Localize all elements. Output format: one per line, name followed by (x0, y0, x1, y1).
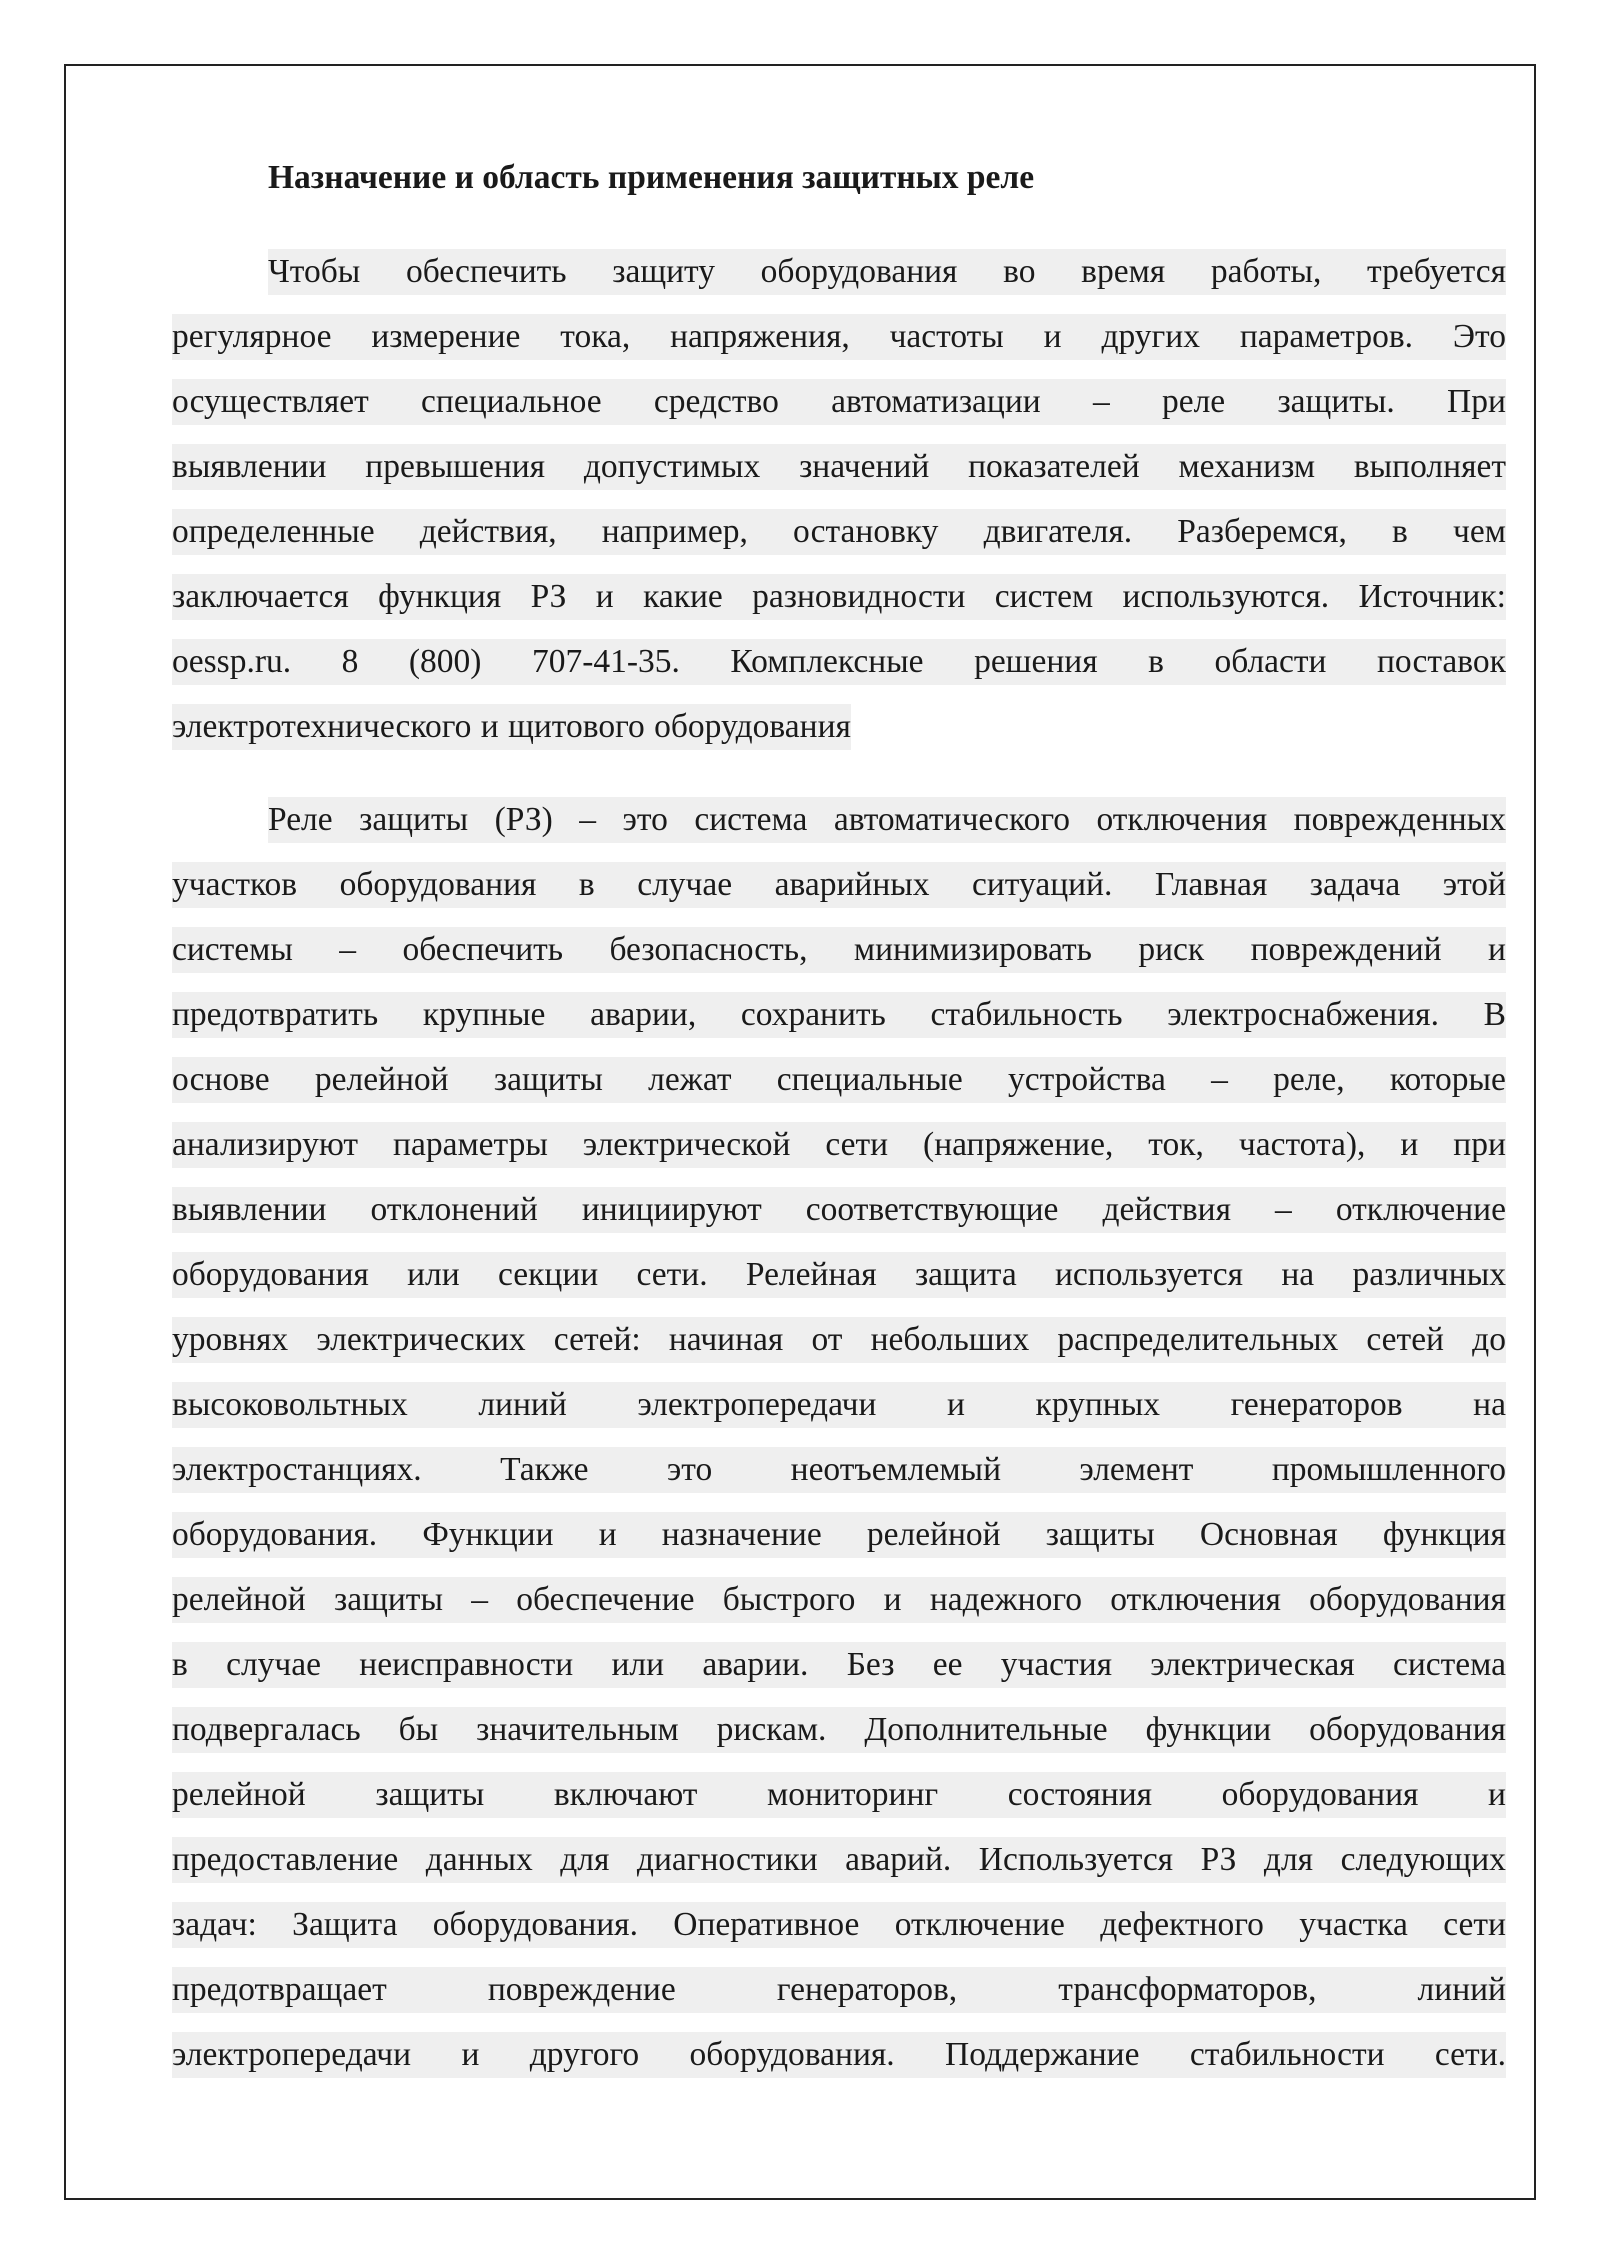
word: оборудования (1309, 1581, 1506, 1618)
word: РЗ (1200, 1841, 1237, 1878)
word: (напряжение, (923, 1126, 1114, 1163)
word: выявлении (172, 1191, 327, 1228)
word: или (611, 1646, 665, 1683)
word: стабильности (1189, 2036, 1385, 2073)
word: электроснабжения. (1167, 996, 1439, 1033)
text-line (172, 1438, 1506, 1503)
word: и (1043, 318, 1062, 355)
word: предотвращает (172, 1971, 387, 2008)
line-highlight (172, 314, 1506, 360)
word: области (1214, 643, 1327, 680)
word: специальные (776, 1061, 963, 1098)
word: щитового (508, 708, 645, 745)
word: оборудования (339, 866, 537, 903)
word: риск (1138, 931, 1205, 968)
line-highlight (172, 509, 1506, 555)
word: в (172, 1646, 188, 1683)
word: защиты. (1277, 383, 1395, 420)
word: ток, (1148, 1126, 1204, 1163)
word: функция (378, 578, 502, 615)
word: Главная (1154, 866, 1268, 903)
line-highlight (172, 1382, 1506, 1428)
word: – (339, 931, 357, 968)
word: допустимых (583, 448, 761, 485)
word: сети (1443, 1906, 1506, 1943)
word: высоковольтных (172, 1386, 408, 1423)
word: быстрого (722, 1581, 856, 1618)
word: система (694, 801, 808, 838)
word: защиты (1045, 1516, 1155, 1553)
word: в (1148, 643, 1164, 680)
line-highlight (172, 2032, 1506, 2078)
word: действия (1102, 1191, 1231, 1228)
word: распределительных (1057, 1321, 1339, 1358)
word: задача (1309, 866, 1401, 903)
word: Дополнительные (864, 1711, 1108, 1748)
word: параметров. (1239, 318, 1414, 355)
word: безопасность, (609, 931, 808, 968)
word: механизм (1178, 448, 1316, 485)
word: линий (1417, 1971, 1506, 2008)
line-highlight (172, 1252, 1506, 1298)
word: крупных (1035, 1386, 1160, 1423)
word: Это (1452, 318, 1506, 355)
word: РЗ (530, 578, 567, 615)
line-highlight (172, 1057, 1506, 1103)
word: заключается (172, 578, 349, 615)
word: электропередачи (637, 1386, 877, 1423)
line-highlight (172, 1187, 1506, 1233)
word: работы, (1210, 253, 1322, 290)
word: действия, (419, 513, 557, 550)
word: минимизировать (853, 931, 1092, 968)
word: Поддержание (945, 2036, 1140, 2073)
line-highlight (172, 862, 1506, 908)
word: оборудования (654, 708, 851, 745)
word: и (1487, 931, 1506, 968)
word: аварий. (845, 1841, 952, 1878)
word: оборудования (1309, 1711, 1506, 1748)
word: надежного (929, 1581, 1083, 1618)
word: время (1081, 253, 1166, 290)
word: на (1281, 1256, 1315, 1293)
word: Оперативное (673, 1906, 860, 1943)
word: генераторов, (776, 1971, 958, 2008)
text-line (172, 1828, 1506, 1893)
word: стабильность (930, 996, 1123, 1033)
word: инициируют (581, 1191, 762, 1228)
word: решения (974, 643, 1098, 680)
word: и (1488, 1776, 1506, 1813)
word: подвергалась (172, 1711, 361, 1748)
word: и (947, 1386, 965, 1423)
word: система (1392, 1646, 1506, 1683)
text-line (172, 1503, 1506, 1568)
word: сети (825, 1126, 889, 1163)
line-highlight (172, 1707, 1506, 1753)
word: различных (1352, 1256, 1506, 1293)
word: Реле (268, 801, 333, 838)
text-line (172, 2023, 1506, 2088)
text-line (172, 240, 1506, 305)
word: Разберемся, (1177, 513, 1347, 550)
text-line (172, 565, 1506, 630)
line-highlight (172, 992, 1506, 1038)
word: сетей (1366, 1321, 1444, 1358)
line-highlight (268, 797, 1506, 843)
word: выявлении (172, 448, 327, 485)
line-highlight (172, 1577, 1506, 1623)
word: или (407, 1256, 460, 1293)
word: оборудования (1221, 1776, 1419, 1813)
word: oessp.ru. (172, 643, 292, 680)
word: Основная (1199, 1516, 1338, 1553)
text-line (172, 1178, 1506, 1243)
line-highlight (172, 1772, 1506, 1818)
text-line (172, 1568, 1506, 1633)
word: Без (846, 1646, 895, 1683)
word: рискам. (716, 1711, 827, 1748)
word: предотвратить (172, 996, 379, 1033)
line-highlight (172, 1447, 1506, 1493)
word: двигателя. (983, 513, 1133, 550)
word: измерение (371, 318, 521, 355)
word: сети. (1434, 2036, 1506, 2073)
word: предоставление (172, 1841, 399, 1878)
word: ситуаций. (972, 866, 1113, 903)
word: релейной (314, 1061, 449, 1098)
word: аварии, (590, 996, 697, 1033)
word: защиту (612, 253, 715, 290)
word: анализируют (172, 1126, 359, 1163)
word: сети. (636, 1256, 708, 1293)
word: 8 (341, 643, 359, 680)
word: следующих (1340, 1841, 1506, 1878)
word: участия (1000, 1646, 1113, 1683)
word: защиты (359, 801, 469, 838)
word: (800) (408, 643, 482, 680)
word: линий (478, 1386, 567, 1423)
word: случае (226, 1646, 322, 1683)
word: защиты (493, 1061, 603, 1098)
text-line (172, 435, 1506, 500)
text-line (172, 1113, 1506, 1178)
word: регулярное (172, 318, 332, 355)
paragraph (172, 240, 1506, 760)
text-line (172, 788, 1506, 853)
word: Также (500, 1451, 589, 1488)
word: это (622, 801, 668, 838)
word: диагностики (636, 1841, 818, 1878)
word: другого (529, 2036, 640, 2073)
word: функции (1145, 1711, 1272, 1748)
word: этой (1442, 866, 1506, 903)
word: дефектного (1100, 1906, 1264, 1943)
line-highlight (172, 379, 1506, 425)
line-highlight (172, 1512, 1506, 1558)
text-line (172, 1633, 1506, 1698)
word: начиная (668, 1321, 784, 1358)
word: 707-41-35. (531, 643, 680, 680)
word: аварийных (774, 866, 930, 903)
word: небольших (870, 1321, 1030, 1358)
word: трансформаторов, (1058, 1971, 1317, 2008)
document-body (172, 150, 1506, 2116)
word: и (883, 1581, 902, 1618)
word: для (560, 1841, 610, 1878)
text-line (172, 853, 1506, 918)
word: поставок (1376, 643, 1506, 680)
word: отключение (1335, 1191, 1506, 1228)
word: Защита (292, 1906, 398, 1943)
line-highlight (268, 249, 1506, 295)
word: во (1003, 253, 1036, 290)
word: чем (1453, 513, 1506, 550)
word: обеспечить (405, 253, 567, 290)
word: неисправности (359, 1646, 574, 1683)
word: неотъемлемый (790, 1451, 1001, 1488)
word: Комплексные (730, 643, 924, 680)
word: оборудования. (172, 1516, 378, 1553)
word: используется (1055, 1256, 1244, 1293)
word: секции (497, 1256, 599, 1293)
word: электростанциях. (172, 1451, 422, 1488)
word: это (666, 1451, 713, 1488)
word: (РЗ) (494, 801, 553, 838)
word: автоматизации (831, 383, 1041, 420)
paragraphs-container (172, 240, 1506, 2088)
word: обеспечить (402, 931, 564, 968)
word: других (1101, 318, 1200, 355)
word: систем (994, 578, 1094, 615)
word: аварии. (702, 1646, 809, 1683)
text-line (172, 1893, 1506, 1958)
word: напряжения, (670, 318, 850, 355)
word: до (1472, 1321, 1506, 1358)
word: Релейная (745, 1256, 877, 1293)
word: функция (1382, 1516, 1506, 1553)
word: сохранить (740, 996, 886, 1033)
word: оборудования (760, 253, 958, 290)
word: значительным (476, 1711, 679, 1748)
word: – (1211, 1061, 1228, 1098)
word: лежат (648, 1061, 732, 1098)
word: оборудования (172, 1256, 369, 1293)
word: релейной (866, 1516, 1001, 1553)
word: в (1392, 513, 1408, 550)
word: уровнях (172, 1321, 289, 1358)
word: релейной (172, 1776, 306, 1813)
word: назначение (661, 1516, 822, 1553)
word: и (1400, 1126, 1419, 1163)
word: повреждений (1250, 931, 1442, 968)
word: например, (601, 513, 748, 550)
word: основе (172, 1061, 270, 1098)
word: параметры (393, 1126, 548, 1163)
word: определенные (172, 513, 375, 550)
text-line (172, 1308, 1506, 1373)
word: требуется (1367, 253, 1506, 290)
text-line (172, 500, 1506, 565)
word: данных (425, 1841, 533, 1878)
word: поврежденных (1293, 801, 1506, 838)
word: случае (637, 866, 733, 903)
word: отключения (1096, 801, 1268, 838)
word: электропередачи (172, 2036, 412, 2073)
text-line (172, 695, 1506, 760)
word: превышения (365, 448, 546, 485)
line-highlight (172, 1317, 1506, 1363)
text-line (172, 1763, 1506, 1828)
word: элемент (1079, 1451, 1194, 1488)
word: задач: (172, 1906, 257, 1943)
word: осуществляет (172, 383, 369, 420)
word: оборудования. (689, 2036, 895, 2073)
line-highlight (172, 1642, 1506, 1688)
text-line (172, 983, 1506, 1048)
line-highlight (172, 1837, 1506, 1883)
word: При (1447, 383, 1506, 420)
document-title: Назначение и область применения защитных реле (268, 159, 1035, 196)
line-highlight (172, 444, 1506, 490)
line-highlight (172, 704, 851, 750)
word: соответствующие (805, 1191, 1059, 1228)
word: системы (172, 931, 293, 968)
word: электрической (582, 1126, 791, 1163)
word: мониторинг (767, 1776, 939, 1813)
line-highlight (172, 574, 1506, 620)
text-line (172, 1958, 1506, 2023)
word: для (1263, 1841, 1314, 1878)
word: отклонений (370, 1191, 538, 1228)
word: бы (398, 1711, 439, 1748)
word: генераторов (1230, 1386, 1403, 1423)
word: участка (1299, 1906, 1408, 1943)
word: специальное (421, 383, 602, 420)
word: разновидности (752, 578, 966, 615)
text-line (172, 305, 1506, 370)
word: автоматического (833, 801, 1070, 838)
line-highlight (172, 927, 1506, 973)
word: электрических (316, 1321, 526, 1358)
word: крупные (422, 996, 546, 1033)
word: устройства (1007, 1061, 1166, 1098)
word: В (1483, 996, 1506, 1033)
text-line (172, 630, 1506, 695)
word: частота), (1238, 1126, 1366, 1163)
word: Источник: (1358, 578, 1506, 615)
word: ее (932, 1646, 963, 1683)
word: Функции (422, 1516, 554, 1553)
text-line (172, 1243, 1506, 1308)
word: участков (172, 866, 298, 903)
word: включают (553, 1776, 698, 1813)
word: и (461, 2036, 480, 2073)
word: защиты (375, 1776, 485, 1813)
word: состояния (1007, 1776, 1153, 1813)
word: реле, (1273, 1061, 1345, 1098)
word: выполняет (1353, 448, 1506, 485)
word: реле (1161, 383, 1226, 420)
word: которые (1389, 1061, 1506, 1098)
word: какие (643, 578, 723, 615)
line-highlight (172, 1122, 1506, 1168)
word: используются. (1122, 578, 1330, 615)
word: оборудования. (432, 1906, 638, 1943)
word: частоты (889, 318, 1004, 355)
word: в (578, 866, 595, 903)
word: релейной (172, 1581, 306, 1618)
line-highlight (172, 1902, 1506, 1948)
word: тока, (560, 318, 631, 355)
text-line (172, 1048, 1506, 1113)
word: защита (914, 1256, 1017, 1293)
word: промышленного (1271, 1451, 1506, 1488)
word: средство (653, 383, 779, 420)
word: электротехнического (172, 708, 472, 745)
word: Используется (978, 1841, 1174, 1878)
word: повреждение (487, 1971, 676, 2008)
word: отключение (894, 1906, 1065, 1943)
word: от (811, 1321, 843, 1358)
word: электрическая (1150, 1646, 1355, 1683)
word: – (579, 801, 597, 838)
word: при (1453, 1126, 1506, 1163)
word: отключения (1110, 1581, 1281, 1618)
line-highlight (172, 639, 1506, 685)
word: обеспечение (516, 1581, 695, 1618)
word: – (471, 1581, 488, 1618)
paragraph (172, 788, 1506, 2088)
word: и (598, 1516, 617, 1553)
word: и (480, 708, 499, 745)
text-line (172, 1698, 1506, 1763)
word: защиты (333, 1581, 443, 1618)
word: Чтобы (268, 253, 361, 290)
word: – (1092, 383, 1110, 420)
word: сетей: (553, 1321, 641, 1358)
word: остановку (793, 513, 939, 550)
word: значений (799, 448, 930, 485)
text-line (172, 370, 1506, 435)
word: на (1473, 1386, 1506, 1423)
line-highlight (172, 1967, 1506, 2013)
word: и (595, 578, 614, 615)
word: показателей (968, 448, 1140, 485)
text-line (172, 918, 1506, 983)
text-line (172, 1373, 1506, 1438)
word: – (1275, 1191, 1292, 1228)
